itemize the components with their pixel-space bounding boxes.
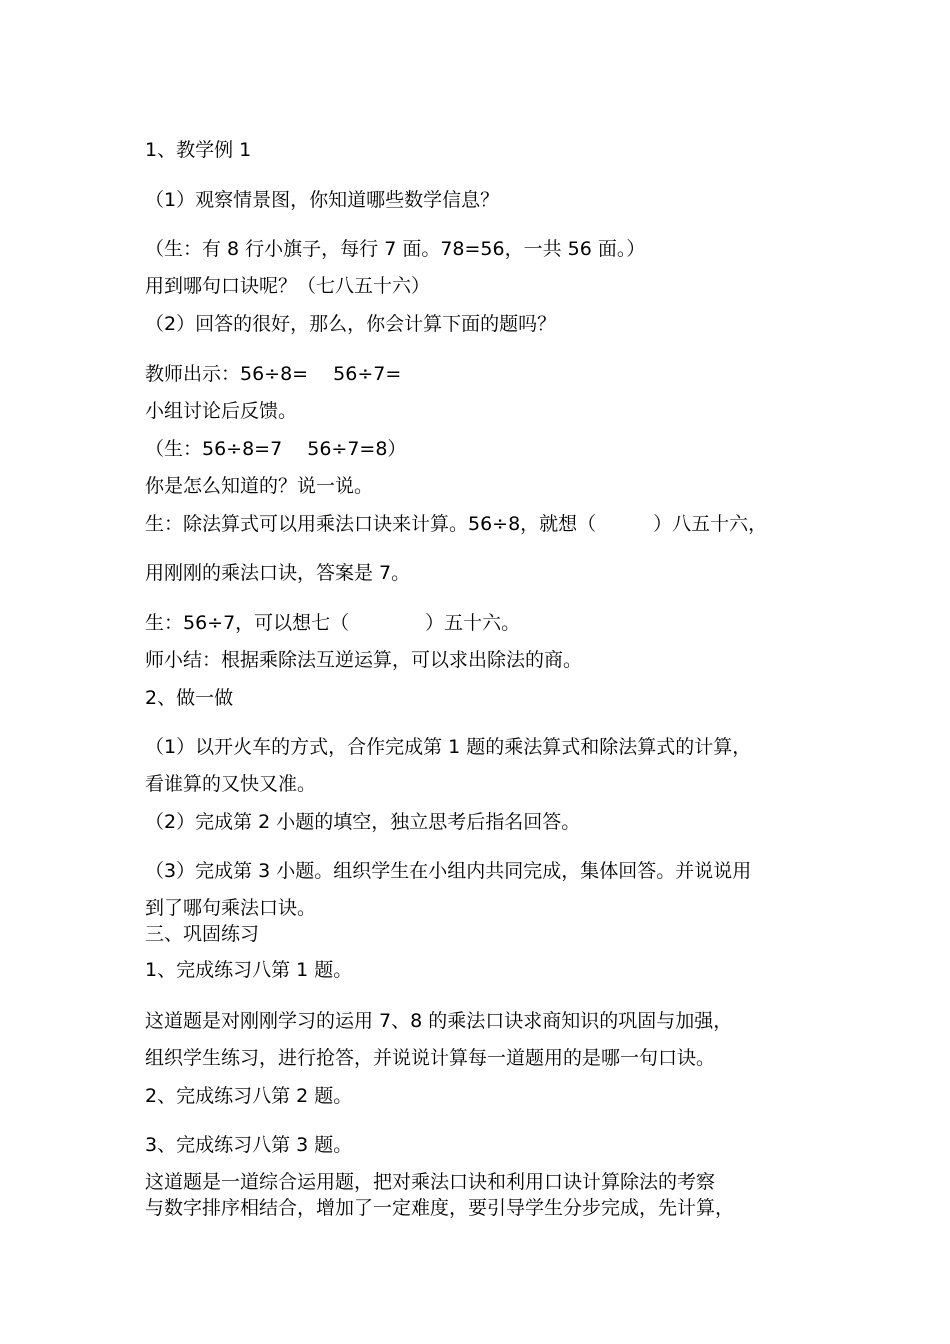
- text-line: 到了哪句乘法口诀。: [145, 897, 317, 919]
- text-line: （2）回答的很好，那么，你会计算下面的题吗？: [145, 313, 557, 335]
- text-line: 师小结：根据乘除法互逆运算，可以求出除法的商。: [145, 649, 583, 671]
- text-line: 用到哪句口诀呢？（七八五十六）: [145, 275, 431, 297]
- text-line: 教师出示：56÷8= 56÷7=: [145, 363, 402, 385]
- text-line: 2、做一做: [145, 687, 234, 709]
- text-line: 你是怎么知道的？说一说。: [145, 475, 374, 497]
- text-line: 3、完成练习八第 3 题。: [145, 1134, 353, 1156]
- text-line: （2）完成第 2 小题的填空，独立思考后指名回答。: [145, 811, 581, 833]
- text-line: 1、教学例 1: [145, 139, 252, 161]
- text-line: 这道题是一道综合运用题，把对乘法口诀和利用口诀计算除法的考察: [145, 1171, 716, 1193]
- text-line: 看谁算的又快又准。: [145, 773, 317, 795]
- text-line: 生：56÷7，可以想七（ ）五十六。: [145, 612, 521, 634]
- text-line: 1、完成练习八第 1 题。: [145, 959, 353, 981]
- text-line: （1）观察情景图，你知道哪些数学信息？: [145, 189, 500, 211]
- text-line: 2、完成练习八第 2 题。: [145, 1085, 353, 1107]
- text-line: 用刚刚的乘法口诀，答案是 7。: [145, 562, 411, 584]
- text-line: 小组讨论后反馈。: [145, 400, 298, 422]
- text-line: 与数字排序相结合，增加了一定难度，要引导学生分步完成，先计算，: [145, 1197, 735, 1219]
- text-line: 这道题是对刚刚学习的运用 7、8 的乘法口诀求商知识的巩固与加强，: [145, 1010, 733, 1032]
- text-line: 三、巩固练习: [145, 923, 260, 945]
- text-line: （生：有 8 行小旗子，每行 7 面。78=56，一共 56 面。）: [145, 238, 646, 260]
- text-line: 生：除法算式可以用乘法口诀来计算。56÷8，就想（ ）八五十六，: [145, 513, 768, 535]
- text-line: （3）完成第 3 小题。组织学生在小组内共同完成，集体回答。并说说用: [145, 860, 752, 882]
- text-line: （1）以开火车的方式，合作完成第 1 题的乘法算式和除法算式的计算，: [145, 736, 752, 758]
- text-line: （生：56÷8=7 56÷7=8）: [145, 438, 407, 460]
- text-line: 组织学生练习，进行抢答，并说说计算每一道题用的是哪一句口诀。: [145, 1047, 716, 1069]
